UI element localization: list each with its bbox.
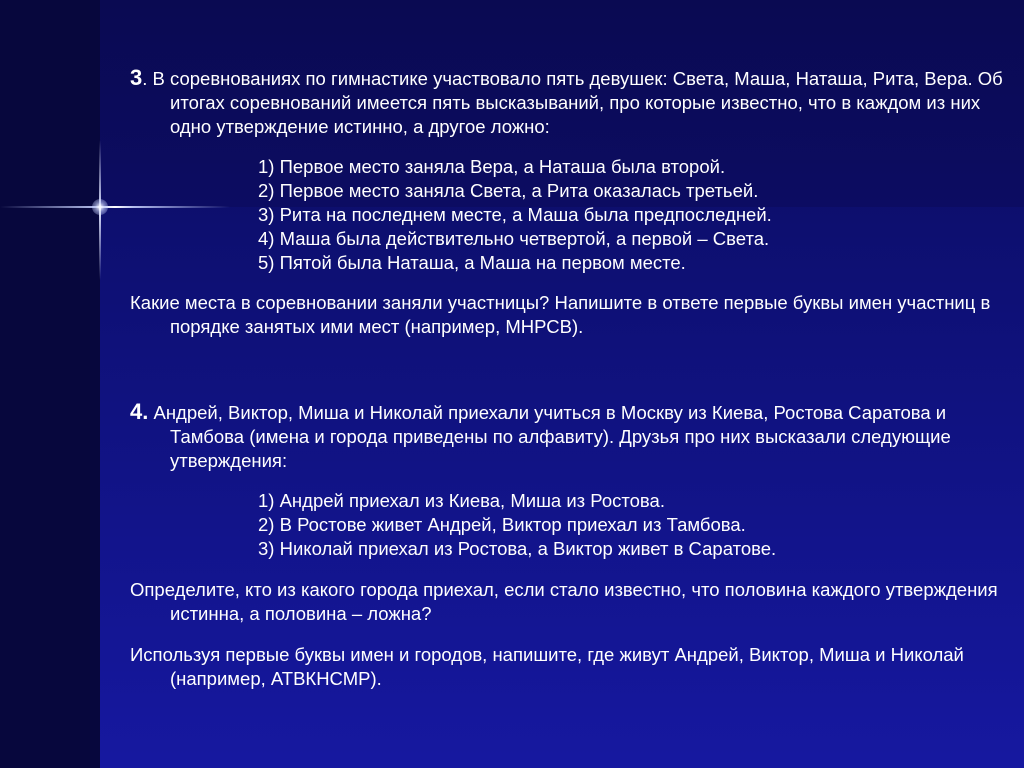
task3-statement: 4) Маша была действительно четвертой, а первой – Света. [258, 228, 770, 249]
task4-intro-text: Андрей, Виктор, Миша и Николай приехали учиться в Москву из Киева, Ростова Саратова и Тамбова (имена и города приведены по алфавиту). Друзья про них высказали следующие утверждения: [148, 402, 951, 471]
task3-statement: 5) Пятой была Наташа, а Маша на первом месте. [258, 252, 686, 273]
task3-question: Какие места в соревновании заняли участницы? Напишите в ответе первые буквы имен участниц в порядке занятых ими мест (например, МНРСВ). [130, 292, 991, 337]
task3-number: 3 [130, 65, 143, 90]
task4-question: Определите, кто из какого города приехал, если стало известно, что половина каждого утверждения истинна, а половина – ложна? [130, 579, 998, 624]
task4-statement: 2) В Ростове живет Андрей, Виктор приехал из Тамбова. [258, 514, 746, 535]
task4-number: 4. [130, 399, 149, 424]
task4-instruction: Используя первые буквы имен и городов, напишите, где живут Андрей, Виктор, Миша и Николай (например, АТВКНСМР). [130, 644, 964, 689]
task4-statement: 1) Андрей приехал из Киева, Миша из Ростова. [258, 490, 665, 511]
task3-statements [258, 155, 978, 275]
task4-statements [258, 489, 978, 561]
task3-intro [130, 66, 1020, 139]
task3-statement: 1) Первое место заняла Вера, а Наташа была второй. [258, 156, 726, 177]
task4-statement: 3) Николай приехал из Ростова, а Виктор живет в Саратове. [258, 538, 777, 559]
task4-intro [130, 400, 1020, 473]
task3-statement: 2) Первое место заняла Света, а Рита оказалась третьей. [258, 180, 759, 201]
task3-intro-text: . В соревнованиях по гимнастике участвовало пять девушек: Света, Маша, Наташа, Рита, Вера. Об итогах соревнований имеется пять высказываний, про которые известно, что в каждом из них одно утверждение истинно, а другое ложно: [142, 68, 1003, 137]
task3-statement: 3) Рита на последнем месте, а Маша была предпоследней. [258, 204, 772, 225]
